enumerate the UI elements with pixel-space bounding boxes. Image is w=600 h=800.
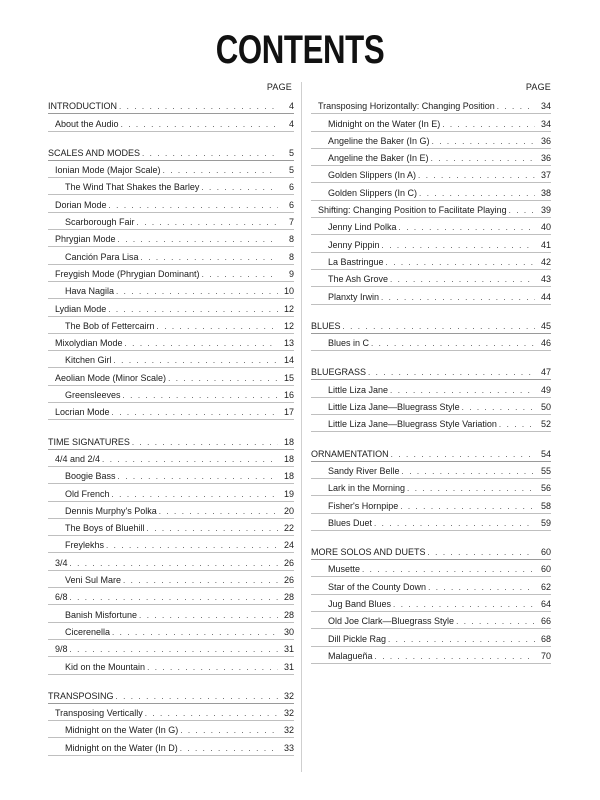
toc-entry-page-number: 6 <box>288 199 294 210</box>
toc-entry-page-number: 37 <box>540 170 551 181</box>
toc-entry-title: Midnight on the Water (In E) <box>328 118 441 129</box>
section-gap <box>48 420 294 432</box>
toc-entry[interactable] <box>48 704 294 721</box>
toc-entry-title: Blues in C <box>328 338 370 349</box>
leader-dots <box>145 709 278 718</box>
toc-entry[interactable] <box>48 114 294 131</box>
leader-dots <box>123 391 278 400</box>
toc-entry-title: 4/4 and 2/4 <box>55 453 101 464</box>
toc-entry-page-number: 28 <box>283 609 294 620</box>
toc-entry-page-number: 19 <box>283 488 294 499</box>
toc-entry-title: MORE SOLOS AND DUETS <box>311 547 426 558</box>
leader-dots <box>390 275 535 284</box>
toc-entry[interactable] <box>48 334 294 351</box>
toc-entry[interactable] <box>311 334 551 351</box>
leader-dots <box>428 548 535 557</box>
toc-entry-title: Little Liza Jane <box>328 384 389 395</box>
toc-entry-title: Angeline the Baker (In G) <box>328 135 430 146</box>
leader-dots <box>106 541 278 550</box>
toc-section-entry[interactable] <box>48 687 294 704</box>
toc-entry-page-number: 50 <box>540 402 551 413</box>
toc-entry-page-number: 46 <box>540 338 551 349</box>
leader-dots <box>381 293 535 302</box>
toc-section-entry[interactable] <box>48 432 294 449</box>
toc-entry[interactable] <box>311 287 551 304</box>
toc-entry-title: Little Liza Jane—Bluegrass Style Variation <box>328 419 497 430</box>
toc-entry[interactable] <box>48 553 294 570</box>
leader-dots <box>112 408 278 417</box>
toc-entry-page-number: 30 <box>283 626 294 637</box>
leader-dots <box>112 490 278 499</box>
toc-entry-page-number: 26 <box>283 575 294 586</box>
toc-entry-page-number: 8 <box>288 251 294 262</box>
leader-dots <box>114 356 278 365</box>
toc-entry[interactable] <box>311 462 551 479</box>
toc-entry-title: Planxty Irwin <box>328 291 380 302</box>
toc-entry-page-number: 18 <box>283 436 294 447</box>
toc-section-entry[interactable] <box>311 444 551 461</box>
toc-entry-page-number: 45 <box>540 320 551 331</box>
leader-dots <box>147 663 278 672</box>
toc-entry[interactable] <box>48 368 294 385</box>
toc-entry[interactable] <box>48 351 294 368</box>
toc-entry-page-number: 59 <box>540 517 551 528</box>
toc-entry[interactable] <box>48 161 294 178</box>
toc-entry-title: Canción Para Lisa <box>65 251 139 262</box>
toc-entry-title: INTRODUCTION <box>48 101 117 112</box>
leader-dots <box>431 154 535 163</box>
toc-entry-page-number: 36 <box>540 153 551 164</box>
leader-dots <box>159 507 278 516</box>
toc-entry-page-number: 5 <box>288 147 294 158</box>
toc-entry-page-number: 56 <box>540 483 551 494</box>
toc-entry-page-number: 49 <box>540 384 551 395</box>
toc-entry-title: Aeolian Mode (Minor Scale) <box>55 372 167 383</box>
toc-entry-page-number: 38 <box>540 187 551 198</box>
toc-entry-title: Cicerenella <box>65 626 111 637</box>
toc-entry-page-number: 52 <box>540 419 551 430</box>
leader-dots <box>70 645 278 654</box>
leader-dots <box>388 635 535 644</box>
toc-list-left <box>48 97 294 756</box>
toc-entry-page-number: 43 <box>540 274 551 285</box>
leader-dots <box>121 120 278 129</box>
toc-entry-page-number: 10 <box>283 286 294 297</box>
toc-entry-page-number: 55 <box>540 465 551 476</box>
toc-entry[interactable] <box>311 577 551 594</box>
toc-entry[interactable] <box>48 299 294 316</box>
toc-entry[interactable] <box>48 605 294 622</box>
toc-entry-title: The Bob of Fettercairn <box>65 320 155 331</box>
toc-entry-page-number: 5 <box>288 165 294 176</box>
leader-dots <box>139 611 278 620</box>
leader-dots <box>141 253 278 262</box>
toc-entry[interactable] <box>311 647 551 664</box>
toc-entry-title: The Boys of Bluehill <box>65 523 145 534</box>
leader-dots <box>432 137 535 146</box>
toc-entry-page-number: 4 <box>288 118 294 129</box>
toc-entry-page-number: 58 <box>540 500 551 511</box>
toc-entry-title: Sandy River Belle <box>328 465 400 476</box>
toc-entry-title: About the Audio <box>55 118 119 129</box>
toc-entry-page-number: 39 <box>540 205 551 216</box>
leader-dots <box>442 120 535 129</box>
toc-entry-title: Jenny Lind Polka <box>328 222 397 233</box>
section-gap <box>311 432 551 444</box>
page-column-header: PAGE <box>525 82 551 92</box>
toc-entry[interactable] <box>48 230 294 247</box>
toc-entry-page-number: 62 <box>540 581 551 592</box>
toc-entry[interactable] <box>48 588 294 605</box>
leader-dots <box>125 339 278 348</box>
toc-entry-title: Scarborough Fair <box>65 217 135 228</box>
toc-entry-page-number: 15 <box>283 372 294 383</box>
toc-entry-page-number: 31 <box>283 644 294 655</box>
toc-entry[interactable] <box>311 149 551 166</box>
leader-dots <box>368 368 535 377</box>
toc-entry[interactable] <box>48 738 294 755</box>
leader-dots <box>118 235 278 244</box>
toc-entry-title: Angeline the Baker (In E) <box>328 153 429 164</box>
leader-dots <box>419 189 535 198</box>
toc-entry-title: Dorian Mode <box>55 199 107 210</box>
toc-entry-page-number: 12 <box>283 320 294 331</box>
toc-entry-page-number: 60 <box>540 564 551 575</box>
toc-entry[interactable] <box>311 253 551 270</box>
toc-entry[interactable] <box>48 403 294 420</box>
leader-dots <box>180 726 278 735</box>
toc-entry-page-number: 18 <box>283 471 294 482</box>
toc-entry-page-number: 13 <box>283 338 294 349</box>
toc-entry[interactable] <box>48 178 294 195</box>
toc-entry-title: Mixolydian Mode <box>55 338 123 349</box>
toc-entry-title: Little Liza Jane—Bluegrass Style <box>328 402 460 413</box>
toc-entry-page-number: 36 <box>540 135 551 146</box>
toc-entry[interactable] <box>311 114 551 131</box>
toc-list-right <box>311 97 551 664</box>
toc-entry[interactable] <box>48 450 294 467</box>
leader-dots <box>382 241 535 250</box>
toc-entry-page-number: 31 <box>283 661 294 672</box>
leader-dots <box>157 322 278 331</box>
toc-entry-page-number: 24 <box>283 540 294 551</box>
toc-entry[interactable] <box>311 97 551 114</box>
toc-entry-page-number: 9 <box>288 268 294 279</box>
toc-entry-title: SCALES AND MODES <box>48 147 141 158</box>
toc-entry[interactable] <box>48 721 294 738</box>
toc-entry-title: Ionian Mode (Major Scale) <box>55 165 161 176</box>
leader-dots <box>497 102 535 111</box>
toc-entry[interactable] <box>311 595 551 612</box>
section-gap <box>311 351 551 363</box>
toc-entry[interactable] <box>48 213 294 230</box>
leader-dots <box>386 258 535 267</box>
leader-dots <box>168 374 278 383</box>
toc-entry-page-number: 20 <box>283 505 294 516</box>
leader-dots <box>428 583 535 592</box>
toc-entry-title: ORNAMENTATION <box>311 448 389 459</box>
toc-entry-title: Dill Pickle Rag <box>328 633 387 644</box>
page-title: CONTENTS <box>215 28 385 72</box>
toc-entry-page-number: 54 <box>540 448 551 459</box>
toc-entry-title: Midnight on the Water (In G) <box>65 725 179 736</box>
toc-entry-title: Greensleeves <box>65 390 121 401</box>
toc-entry[interactable] <box>311 629 551 646</box>
toc-entry-title: Veni Sul Mare <box>65 575 122 586</box>
leader-dots <box>202 270 278 279</box>
toc-entry-page-number: 41 <box>540 239 551 250</box>
leader-dots <box>142 149 278 158</box>
toc-entry[interactable] <box>48 657 294 674</box>
toc-entry-title: Banish Misfortune <box>65 609 138 620</box>
leader-dots <box>108 305 278 314</box>
toc-entry-page-number: 32 <box>283 708 294 719</box>
toc-entry-page-number: 34 <box>540 101 551 112</box>
toc-entry-page-number: 22 <box>283 523 294 534</box>
toc-entry-page-number: 26 <box>283 557 294 568</box>
toc-entry-page-number: 66 <box>540 616 551 627</box>
toc-entry[interactable] <box>48 386 294 403</box>
toc-entry[interactable] <box>311 514 551 531</box>
toc-entry-page-number: 60 <box>540 547 551 558</box>
toc-entry-title: Jenny Pippin <box>328 239 380 250</box>
section-gap <box>48 132 294 144</box>
leader-dots <box>407 484 535 493</box>
toc-entry-title: Dennis Murphy's Polka <box>65 505 157 516</box>
toc-entry[interactable] <box>311 270 551 287</box>
toc-entry[interactable] <box>48 502 294 519</box>
toc-entry-page-number: 28 <box>283 592 294 603</box>
leader-dots <box>180 744 278 753</box>
toc-entry-title: La Bastringue <box>328 256 384 267</box>
toc-entry-page-number: 18 <box>283 453 294 464</box>
toc-entry-title: Transposing Horizontally: Changing Position <box>318 101 495 112</box>
toc-entry-title: Boogie Bass <box>65 471 116 482</box>
toc-entry-page-number: 17 <box>283 407 294 418</box>
toc-entry[interactable] <box>48 317 294 334</box>
leader-dots <box>393 600 535 609</box>
toc-entry-title: Phrygian Mode <box>55 234 116 245</box>
toc-entry[interactable] <box>48 571 294 588</box>
toc-entry-page-number: 14 <box>283 355 294 366</box>
toc-entry[interactable] <box>48 519 294 536</box>
leader-dots <box>112 628 278 637</box>
leader-dots <box>109 201 278 210</box>
toc-entry-page-number: 42 <box>540 256 551 267</box>
section-gap <box>311 305 551 317</box>
leader-dots <box>163 166 278 175</box>
toc-entry[interactable] <box>48 282 294 299</box>
toc-entry[interactable] <box>48 623 294 640</box>
toc-entry-page-number: 34 <box>540 118 551 129</box>
toc-section-entry[interactable] <box>311 317 551 334</box>
toc-entry[interactable] <box>311 398 551 415</box>
leader-dots <box>456 617 535 626</box>
column-divider <box>301 82 302 772</box>
leader-dots <box>375 652 535 661</box>
toc-entry[interactable] <box>311 166 551 183</box>
leader-dots <box>70 593 278 602</box>
toc-entry[interactable] <box>311 218 551 235</box>
toc-entry-title: Shifting: Changing Position to Facilitate Playing <box>318 205 507 216</box>
toc-entry-title: Old French <box>65 488 110 499</box>
toc-entry-page-number: 8 <box>288 234 294 245</box>
toc-entry-title: Jug Band Blues <box>328 599 392 610</box>
toc-entry-page-number: 6 <box>288 182 294 193</box>
leader-dots <box>402 467 535 476</box>
toc-section-entry[interactable] <box>311 363 551 380</box>
toc-entry-title: Freylekhs <box>65 540 105 551</box>
toc-entry-page-number: 32 <box>283 690 294 701</box>
leader-dots <box>118 472 278 481</box>
toc-entry-page-number: 64 <box>540 599 551 610</box>
toc-entry-title: Transposing Vertically <box>55 708 143 719</box>
leader-dots <box>362 565 535 574</box>
toc-entry-page-number: 12 <box>283 303 294 314</box>
leader-dots <box>70 559 278 568</box>
toc-entry-title: 6/8 <box>55 592 68 603</box>
leader-dots <box>391 450 535 459</box>
leader-dots <box>137 218 278 227</box>
leader-dots <box>374 519 535 528</box>
toc-entry-page-number: 70 <box>540 650 551 661</box>
toc-entry[interactable] <box>48 484 294 501</box>
toc-entry-title: 3/4 <box>55 557 68 568</box>
toc-entry-title: Kid on the Mountain <box>65 661 146 672</box>
leader-dots <box>400 502 535 511</box>
toc-entry-page-number: 33 <box>283 742 294 753</box>
toc-entry-title: Blues Duet <box>328 517 373 528</box>
toc-entry-title: Golden Slippers (In C) <box>328 187 418 198</box>
toc-entry-title: BLUEGRASS <box>311 367 367 378</box>
toc-entry-title: The Ash Grove <box>328 274 389 285</box>
toc-entry[interactable] <box>311 132 551 149</box>
toc-entry[interactable] <box>48 195 294 212</box>
toc-entry-page-number: 47 <box>540 367 551 378</box>
leader-dots <box>116 692 278 701</box>
toc-section-entry[interactable] <box>48 144 294 161</box>
leader-dots <box>102 455 278 464</box>
toc-section-entry[interactable] <box>311 543 551 560</box>
leader-dots <box>462 403 535 412</box>
leader-dots <box>132 438 278 447</box>
toc-entry-title: Locrian Mode <box>55 407 110 418</box>
toc-entry[interactable] <box>311 183 551 200</box>
toc-entry-title: The Wind That Shakes the Barley <box>65 182 200 193</box>
toc-entry[interactable] <box>48 536 294 553</box>
toc-left-column <box>48 82 294 756</box>
toc-entry[interactable] <box>311 380 551 397</box>
toc-entry-page-number: 68 <box>540 633 551 644</box>
toc-entry-title: Lark in the Morning <box>328 483 406 494</box>
leader-dots <box>499 420 535 429</box>
toc-entry[interactable] <box>311 235 551 252</box>
toc-entry-title: Fisher's Hornpipe <box>328 500 399 511</box>
leader-dots <box>119 102 278 111</box>
toc-entry-title: Kitchen Girl <box>65 355 112 366</box>
toc-entry-page-number: 32 <box>283 725 294 736</box>
toc-entry[interactable] <box>48 247 294 264</box>
section-gap <box>311 531 551 543</box>
toc-entry-title: Midnight on the Water (In D) <box>65 742 178 753</box>
toc-entry-title: Star of the County Down <box>328 581 427 592</box>
toc-entry-title: Musette <box>328 564 361 575</box>
leader-dots <box>343 322 535 331</box>
toc-entry-page-number: 44 <box>540 291 551 302</box>
toc-entry-page-number: 7 <box>288 217 294 228</box>
leader-dots <box>509 206 535 215</box>
toc-entry-title: Malagueña <box>328 650 373 661</box>
toc-entry[interactable] <box>311 612 551 629</box>
toc-entry[interactable] <box>311 479 551 496</box>
toc-entry-title: Lydian Mode <box>55 303 107 314</box>
section-gap <box>48 675 294 687</box>
toc-entry-title: TRANSPOSING <box>48 690 114 701</box>
toc-entry[interactable] <box>311 496 551 513</box>
toc-entry-page-number: 16 <box>283 390 294 401</box>
page-column-header: PAGE <box>266 82 292 92</box>
leader-dots <box>147 524 278 533</box>
toc-entry-page-number: 4 <box>288 101 294 112</box>
toc-entry[interactable] <box>311 415 551 432</box>
toc-entry[interactable] <box>48 640 294 657</box>
toc-entry[interactable] <box>311 560 551 577</box>
toc-entry-title: Golden Slippers (In A) <box>328 170 417 181</box>
toc-entry-title: TIME SIGNATURES <box>48 436 130 447</box>
leader-dots <box>201 183 278 192</box>
leader-dots <box>390 386 535 395</box>
toc-entry[interactable] <box>48 467 294 484</box>
leader-dots <box>116 287 278 296</box>
toc-entry-title: 9/8 <box>55 644 68 655</box>
leader-dots <box>371 339 535 348</box>
toc-entry-title: Old Joe Clark—Bluegrass Style <box>328 616 455 627</box>
leader-dots <box>123 576 278 585</box>
toc-entry-title: Hava Nagila <box>65 286 115 297</box>
toc-right-column <box>311 82 551 664</box>
toc-entry-title: BLUES <box>311 320 341 331</box>
toc-entry[interactable] <box>311 201 551 218</box>
toc-section-entry[interactable] <box>48 97 294 114</box>
leader-dots <box>418 171 535 180</box>
leader-dots <box>399 223 535 232</box>
toc-entry-title: Freygish Mode (Phrygian Dominant) <box>55 268 200 279</box>
toc-entry[interactable] <box>48 265 294 282</box>
toc-entry-page-number: 40 <box>540 222 551 233</box>
